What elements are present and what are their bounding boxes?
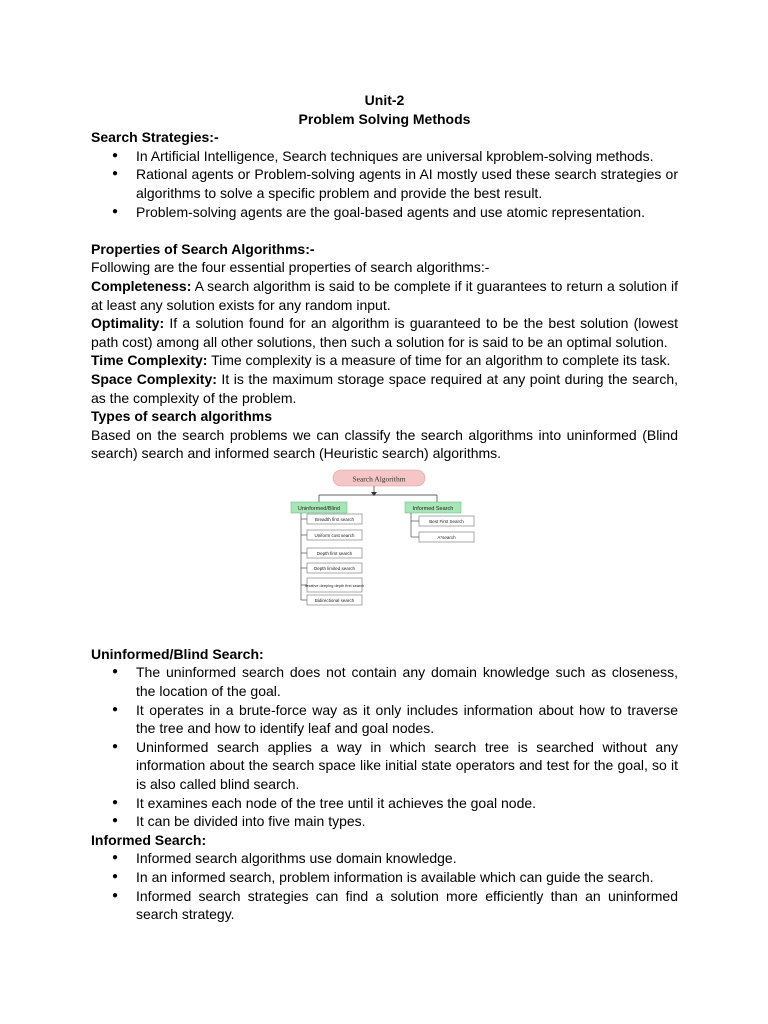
diagram-item-label: Uniform cost search bbox=[314, 532, 355, 538]
diagram-item-label: Breadth first search bbox=[314, 516, 355, 522]
informed-heading: Informed Search: bbox=[91, 831, 207, 848]
list-item: ● Uninformed search applies a way in which search tree is searched without any information about the search space like initial state operators and test for the goal, so it is also called blind search. bbox=[91, 738, 678, 794]
unit-title: Unit-2 bbox=[364, 92, 405, 108]
property-term: Completeness: bbox=[91, 277, 192, 294]
diagram-uninformed-label: Uninformed/Blind bbox=[297, 505, 341, 512]
list-item: ● In an informed search, problem information is available which can guide the search. bbox=[91, 868, 678, 887]
diagram-root-label: Search Algorithm bbox=[352, 474, 406, 484]
diagram-item-label: Iterative deeping depth first search bbox=[304, 582, 365, 588]
arrow-head bbox=[371, 492, 377, 496]
types-text: Based on the search problems we can classify the search algorithms into uninformed (Blind search) search and informed search (Heuristic search) algorithms. bbox=[91, 426, 678, 462]
property-term: Space Complexity: bbox=[91, 370, 217, 387]
properties-heading: Properties of Search Algorithms:- bbox=[91, 240, 315, 257]
diagram-item-label: Depth first search bbox=[316, 550, 353, 556]
property-text: It is the maximum storage space required at any point during the search, as the complexity of the problem. bbox=[91, 370, 679, 406]
types-heading: Types of search algorithms bbox=[91, 408, 273, 425]
list-item: ● It operates in a brute-force way as it only includes information about how to traverse the tree and how to identify leaf and goal nodes. bbox=[91, 701, 678, 738]
list-item: ● It can be divided into five main types. bbox=[91, 812, 678, 831]
list-item: ● It examines each node of the tree until it achieves the goal node. bbox=[91, 794, 678, 813]
property-time-complexity bbox=[91, 351, 678, 370]
diagram-informed-label: Informed Search bbox=[412, 505, 454, 512]
diagram-item-label: A*search bbox=[437, 534, 456, 540]
property-text: Time complexity is a measure of time for an algorithm to complete its task. bbox=[207, 352, 671, 369]
search-algorithm-diagram bbox=[91, 467, 678, 631]
list-item: ● Problem-solving agents are the goal-based agents and use atomic representation. bbox=[91, 203, 678, 222]
property-optimality bbox=[91, 314, 678, 351]
property-term: Time Complexity: bbox=[91, 352, 208, 369]
list-item: ● In Artificial Intelligence, Search techniques are universal kproblem-solving methods. bbox=[91, 147, 678, 166]
list-item: ● The uninformed search does not contain any domain knowledge such as closeness, the location of the goal. bbox=[91, 663, 678, 700]
list-item: ● Rational agents or Problem-solving agents in AI mostly used these search strategies or algorithms to solve a specific problem and provide the best result. bbox=[91, 165, 678, 202]
uninformed-heading: Uninformed/Blind Search: bbox=[91, 645, 264, 662]
list-item: ● Informed search strategies can find a solution more efficiently than an uninformed search strategy. bbox=[91, 887, 678, 924]
properties-intro: Following are the four essential properties of search algorithms:- bbox=[91, 259, 490, 276]
uninformed-list bbox=[91, 663, 678, 830]
diagram-item-label: Best First Search bbox=[429, 518, 464, 524]
property-text: If a solution found for an algorithm is guaranteed to be the best solution (lowest path cost) among all other solutions, then such a solution for is said to be an optimal solution. bbox=[91, 315, 678, 350]
property-space-complexity bbox=[91, 370, 678, 407]
property-text: A search algorithm is said to be complete if it guarantees to return a solution if at least any solution exists for any random input. bbox=[91, 277, 678, 313]
diagram-item-label: Depth limited search bbox=[313, 565, 356, 571]
document-content bbox=[91, 91, 678, 924]
property-term: Optimality: bbox=[91, 315, 165, 332]
diagram-svg bbox=[289, 467, 479, 631]
diagram-item-label: Bidirectional search bbox=[314, 597, 355, 603]
search-strategies-heading: Search Strategies:- bbox=[91, 129, 219, 146]
page-title: Problem Solving Methods bbox=[298, 110, 471, 127]
list-item: ● Informed search algorithms use domain knowledge. bbox=[91, 849, 678, 868]
informed-list bbox=[91, 849, 678, 923]
property-completeness bbox=[91, 277, 678, 314]
search-strategies-list bbox=[91, 147, 678, 221]
